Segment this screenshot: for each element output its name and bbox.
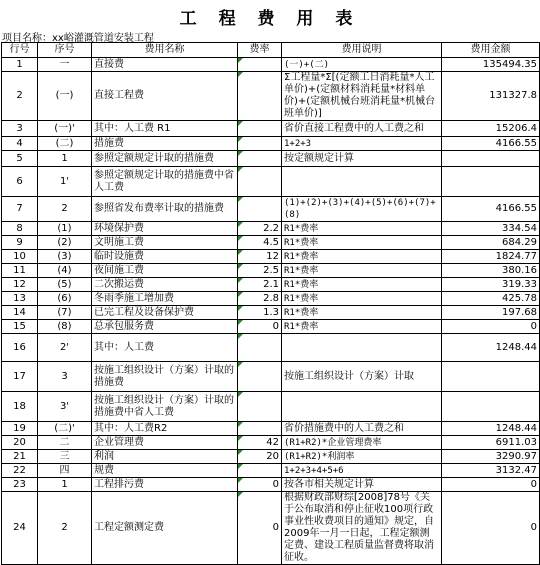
cell-seq: (二)	[38, 137, 92, 151]
table-row	[2, 167, 540, 197]
cell-seq: (7)	[38, 306, 92, 320]
cell-rate: 2.1	[238, 278, 282, 292]
cell-desc: 1+2+3+4+5+6	[282, 464, 442, 478]
cell-row-no: 4	[2, 137, 38, 151]
cell-row-no: 11	[2, 264, 38, 278]
cell-seq: 2	[38, 197, 92, 222]
cell-seq: 三	[38, 450, 92, 464]
cell-name: 规费	[92, 464, 238, 478]
table-row	[2, 222, 540, 236]
table-row	[2, 264, 540, 278]
cell-name: 按施工组织设计（方案）计取的措施费	[92, 362, 238, 392]
cell-desc: R1*费率	[282, 292, 442, 306]
cell-name: 其中：人工费R2	[92, 422, 238, 436]
cell-row-no: 21	[2, 450, 38, 464]
table-row	[2, 478, 540, 492]
cell-seq: 1	[38, 478, 92, 492]
cell-name: 夜间施工费	[92, 264, 238, 278]
table-row	[2, 151, 540, 167]
table-row	[2, 292, 540, 306]
cell-desc: R1*费率	[282, 236, 442, 250]
table-row	[2, 197, 540, 222]
cell-amount: 6911.03	[442, 436, 540, 450]
cell-desc: 省价直接工程费中的人工费之和	[282, 121, 442, 137]
cell-amount: 0	[442, 320, 540, 334]
cell-amount: 197.68	[442, 306, 540, 320]
cell-row-no: 18	[2, 392, 38, 422]
header-rate: 费率	[238, 43, 282, 58]
cell-seq: (2)	[38, 236, 92, 250]
cell-row-no: 7	[2, 197, 38, 222]
cell-name: 其中：人工费	[92, 334, 238, 362]
cell-amount: 319.33	[442, 278, 540, 292]
cell-name: 参照定额规定计取的措施费	[92, 151, 238, 167]
cell-desc: 按各市相关规定计算	[282, 478, 442, 492]
cell-seq: (一)'	[38, 121, 92, 137]
cell-amount: 135494.35	[442, 58, 540, 72]
cell-row-no: 3	[2, 121, 38, 137]
cell-name: 利润	[92, 450, 238, 464]
cell-row-no: 9	[2, 236, 38, 250]
cell-row-no: 12	[2, 278, 38, 292]
cell-amount: 334.54	[442, 222, 540, 236]
cell-rate: 0	[238, 478, 282, 492]
cell-amount: 1824.77	[442, 250, 540, 264]
cell-row-no: 15	[2, 320, 38, 334]
table-header-row	[2, 43, 540, 58]
table-row	[2, 392, 540, 422]
table-row	[2, 464, 540, 478]
cell-desc: (R1+R2)*利润率	[282, 450, 442, 464]
cell-row-no: 20	[2, 436, 38, 450]
table-row	[2, 250, 540, 264]
cell-rate	[238, 58, 282, 72]
cell-seq: 四	[38, 464, 92, 478]
cell-seq: 1	[38, 151, 92, 167]
table-row	[2, 450, 540, 464]
table-row	[2, 121, 540, 137]
cell-seq: 2'	[38, 334, 92, 362]
cell-row-no: 24	[2, 492, 38, 565]
table-row	[2, 137, 540, 151]
cell-rate: 0	[238, 320, 282, 334]
cell-name: 环境保护费	[92, 222, 238, 236]
cell-rate: 2.5	[238, 264, 282, 278]
cell-rate	[238, 151, 282, 167]
cell-rate	[238, 334, 282, 362]
cell-desc: R1*费率	[282, 222, 442, 236]
cell-amount: 1248.44	[442, 422, 540, 436]
cell-name: 参照定额规定计取的措施费中省人工费	[92, 167, 238, 197]
cell-amount: 1248.44	[442, 334, 540, 362]
cell-amount: 15206.4	[442, 121, 540, 137]
table-row	[2, 320, 540, 334]
cell-amount: 4166.55	[442, 197, 540, 222]
cell-row-no: 23	[2, 478, 38, 492]
cell-name: 工程定额测定费	[92, 492, 238, 565]
cell-amount: 380.16	[442, 264, 540, 278]
table-row	[2, 492, 540, 565]
cell-desc: R1*费率	[282, 250, 442, 264]
cell-rate	[238, 197, 282, 222]
cell-seq: (6)	[38, 292, 92, 306]
cell-desc: 省价措施费中的人工费之和	[282, 422, 442, 436]
cell-seq: (8)	[38, 320, 92, 334]
header-seq: 序号	[38, 43, 92, 58]
cell-seq: 2	[38, 492, 92, 565]
cell-amount: 131327.8	[442, 72, 540, 121]
cell-rate: 4.5	[238, 236, 282, 250]
cell-desc: (1)+(2)+(3)+(4)+(5)+(6)+(7)+(8)	[282, 197, 442, 222]
cell-name: 直接工程费	[92, 72, 238, 121]
cell-row-no: 2	[2, 72, 38, 121]
header-amount: 费用金额	[442, 43, 540, 58]
cell-row-no: 22	[2, 464, 38, 478]
cell-rate	[238, 392, 282, 422]
table-row	[2, 334, 540, 362]
cell-rate	[238, 422, 282, 436]
cell-name: 企业管理费	[92, 436, 238, 450]
cell-row-no: 13	[2, 292, 38, 306]
cell-rate	[238, 121, 282, 137]
table-row	[2, 236, 540, 250]
cell-desc	[282, 334, 442, 362]
table-row	[2, 422, 540, 436]
cell-row-no: 8	[2, 222, 38, 236]
table-row	[2, 306, 540, 320]
table-row	[2, 436, 540, 450]
cell-amount	[442, 151, 540, 167]
table-row	[2, 58, 540, 72]
cell-seq: (5)	[38, 278, 92, 292]
cell-amount	[442, 167, 540, 197]
cell-amount: 3132.47	[442, 464, 540, 478]
cell-desc: 根据财政部财综[2008]78号《关于公布取消和停止征收100项行政事业性收费项目的通知》规定，自2009年一月一日起，工程定额测定费、建设工程质量监督费将取消征收。	[282, 492, 442, 565]
project-name: 项目名称：xx峪灌溉管道安装工程	[2, 33, 154, 44]
cell-rate: 42	[238, 436, 282, 450]
header-desc: 费用说明	[282, 43, 442, 58]
cell-name: 工程排污费	[92, 478, 238, 492]
cell-name: 参照省发布费率计取的措施费	[92, 197, 238, 222]
cell-row-no: 16	[2, 334, 38, 362]
table-row	[2, 72, 540, 121]
cell-seq: 1'	[38, 167, 92, 197]
cell-rate	[238, 167, 282, 197]
cell-rate	[238, 72, 282, 121]
cell-row-no: 14	[2, 306, 38, 320]
cell-seq: (二)'	[38, 422, 92, 436]
cell-amount	[442, 392, 540, 422]
cell-name: 冬雨季施工增加费	[92, 292, 238, 306]
cell-seq: 一	[38, 58, 92, 72]
cell-rate	[238, 362, 282, 392]
cell-rate	[238, 464, 282, 478]
cell-row-no: 6	[2, 167, 38, 197]
cell-seq: (一)	[38, 72, 92, 121]
cell-name: 总承包服务费	[92, 320, 238, 334]
cell-rate: 2.8	[238, 292, 282, 306]
page-title: 工 程 费 用 表	[179, 9, 361, 29]
cell-amount	[442, 362, 540, 392]
cell-rate: 1.3	[238, 306, 282, 320]
cell-row-no: 1	[2, 58, 38, 72]
cell-desc: R1*费率	[282, 264, 442, 278]
cell-rate: 2.2	[238, 222, 282, 236]
cell-name: 措施费	[92, 137, 238, 151]
cell-desc: R1*费率	[282, 278, 442, 292]
cell-amount: 0	[442, 478, 540, 492]
cell-amount: 425.78	[442, 292, 540, 306]
cell-desc: 按定额规定计算	[282, 151, 442, 167]
table-row	[2, 362, 540, 392]
header-row-no: 行号	[2, 43, 38, 58]
cell-row-no: 10	[2, 250, 38, 264]
cell-rate: 12	[238, 250, 282, 264]
cell-amount: 0	[442, 492, 540, 565]
cell-desc: R1*费率	[282, 306, 442, 320]
cell-rate: 20	[238, 450, 282, 464]
cell-row-no: 5	[2, 151, 38, 167]
cell-amount: 684.29	[442, 236, 540, 250]
table-row	[2, 278, 540, 292]
cell-seq: 二	[38, 436, 92, 450]
cell-name: 文明施工费	[92, 236, 238, 250]
header-name: 费用名称	[92, 43, 238, 58]
cell-desc: Σ工程量*Σ[(定额工日消耗量*人工单价)+(定额材料消耗量*材料单价)+(定额机械台班消耗量*机械台班单价)]	[282, 72, 442, 121]
cell-desc	[282, 392, 442, 422]
cell-name: 二次搬运费	[92, 278, 238, 292]
cell-desc: 按施工组织设计（方案）计取	[282, 362, 442, 392]
cell-seq: 3	[38, 362, 92, 392]
cell-name: 直接费	[92, 58, 238, 72]
cell-desc: R1*费率	[282, 320, 442, 334]
cell-desc: (R1+R2)*企业管理费率	[282, 436, 442, 450]
cell-desc: 1+2+3	[282, 137, 442, 151]
cell-amount: 4166.55	[442, 137, 540, 151]
cell-row-no: 19	[2, 422, 38, 436]
cell-seq: (1)	[38, 222, 92, 236]
cell-rate	[238, 137, 282, 151]
cell-name: 按施工组织设计（方案）计取的措施费中省人工费	[92, 392, 238, 422]
cell-seq: 3'	[38, 392, 92, 422]
cell-name: 临时设施费	[92, 250, 238, 264]
cell-seq: (3)	[38, 250, 92, 264]
cell-amount: 3290.97	[442, 450, 540, 464]
cost-table	[1, 42, 540, 565]
cell-row-no: 17	[2, 362, 38, 392]
cell-desc: (一)+(二)	[282, 58, 442, 72]
cell-name: 其中：人工费 R1	[92, 121, 238, 137]
cell-name: 已完工程及设备保护费	[92, 306, 238, 320]
cell-rate: 0	[238, 492, 282, 565]
cell-desc	[282, 167, 442, 197]
cell-seq: (4)	[38, 264, 92, 278]
